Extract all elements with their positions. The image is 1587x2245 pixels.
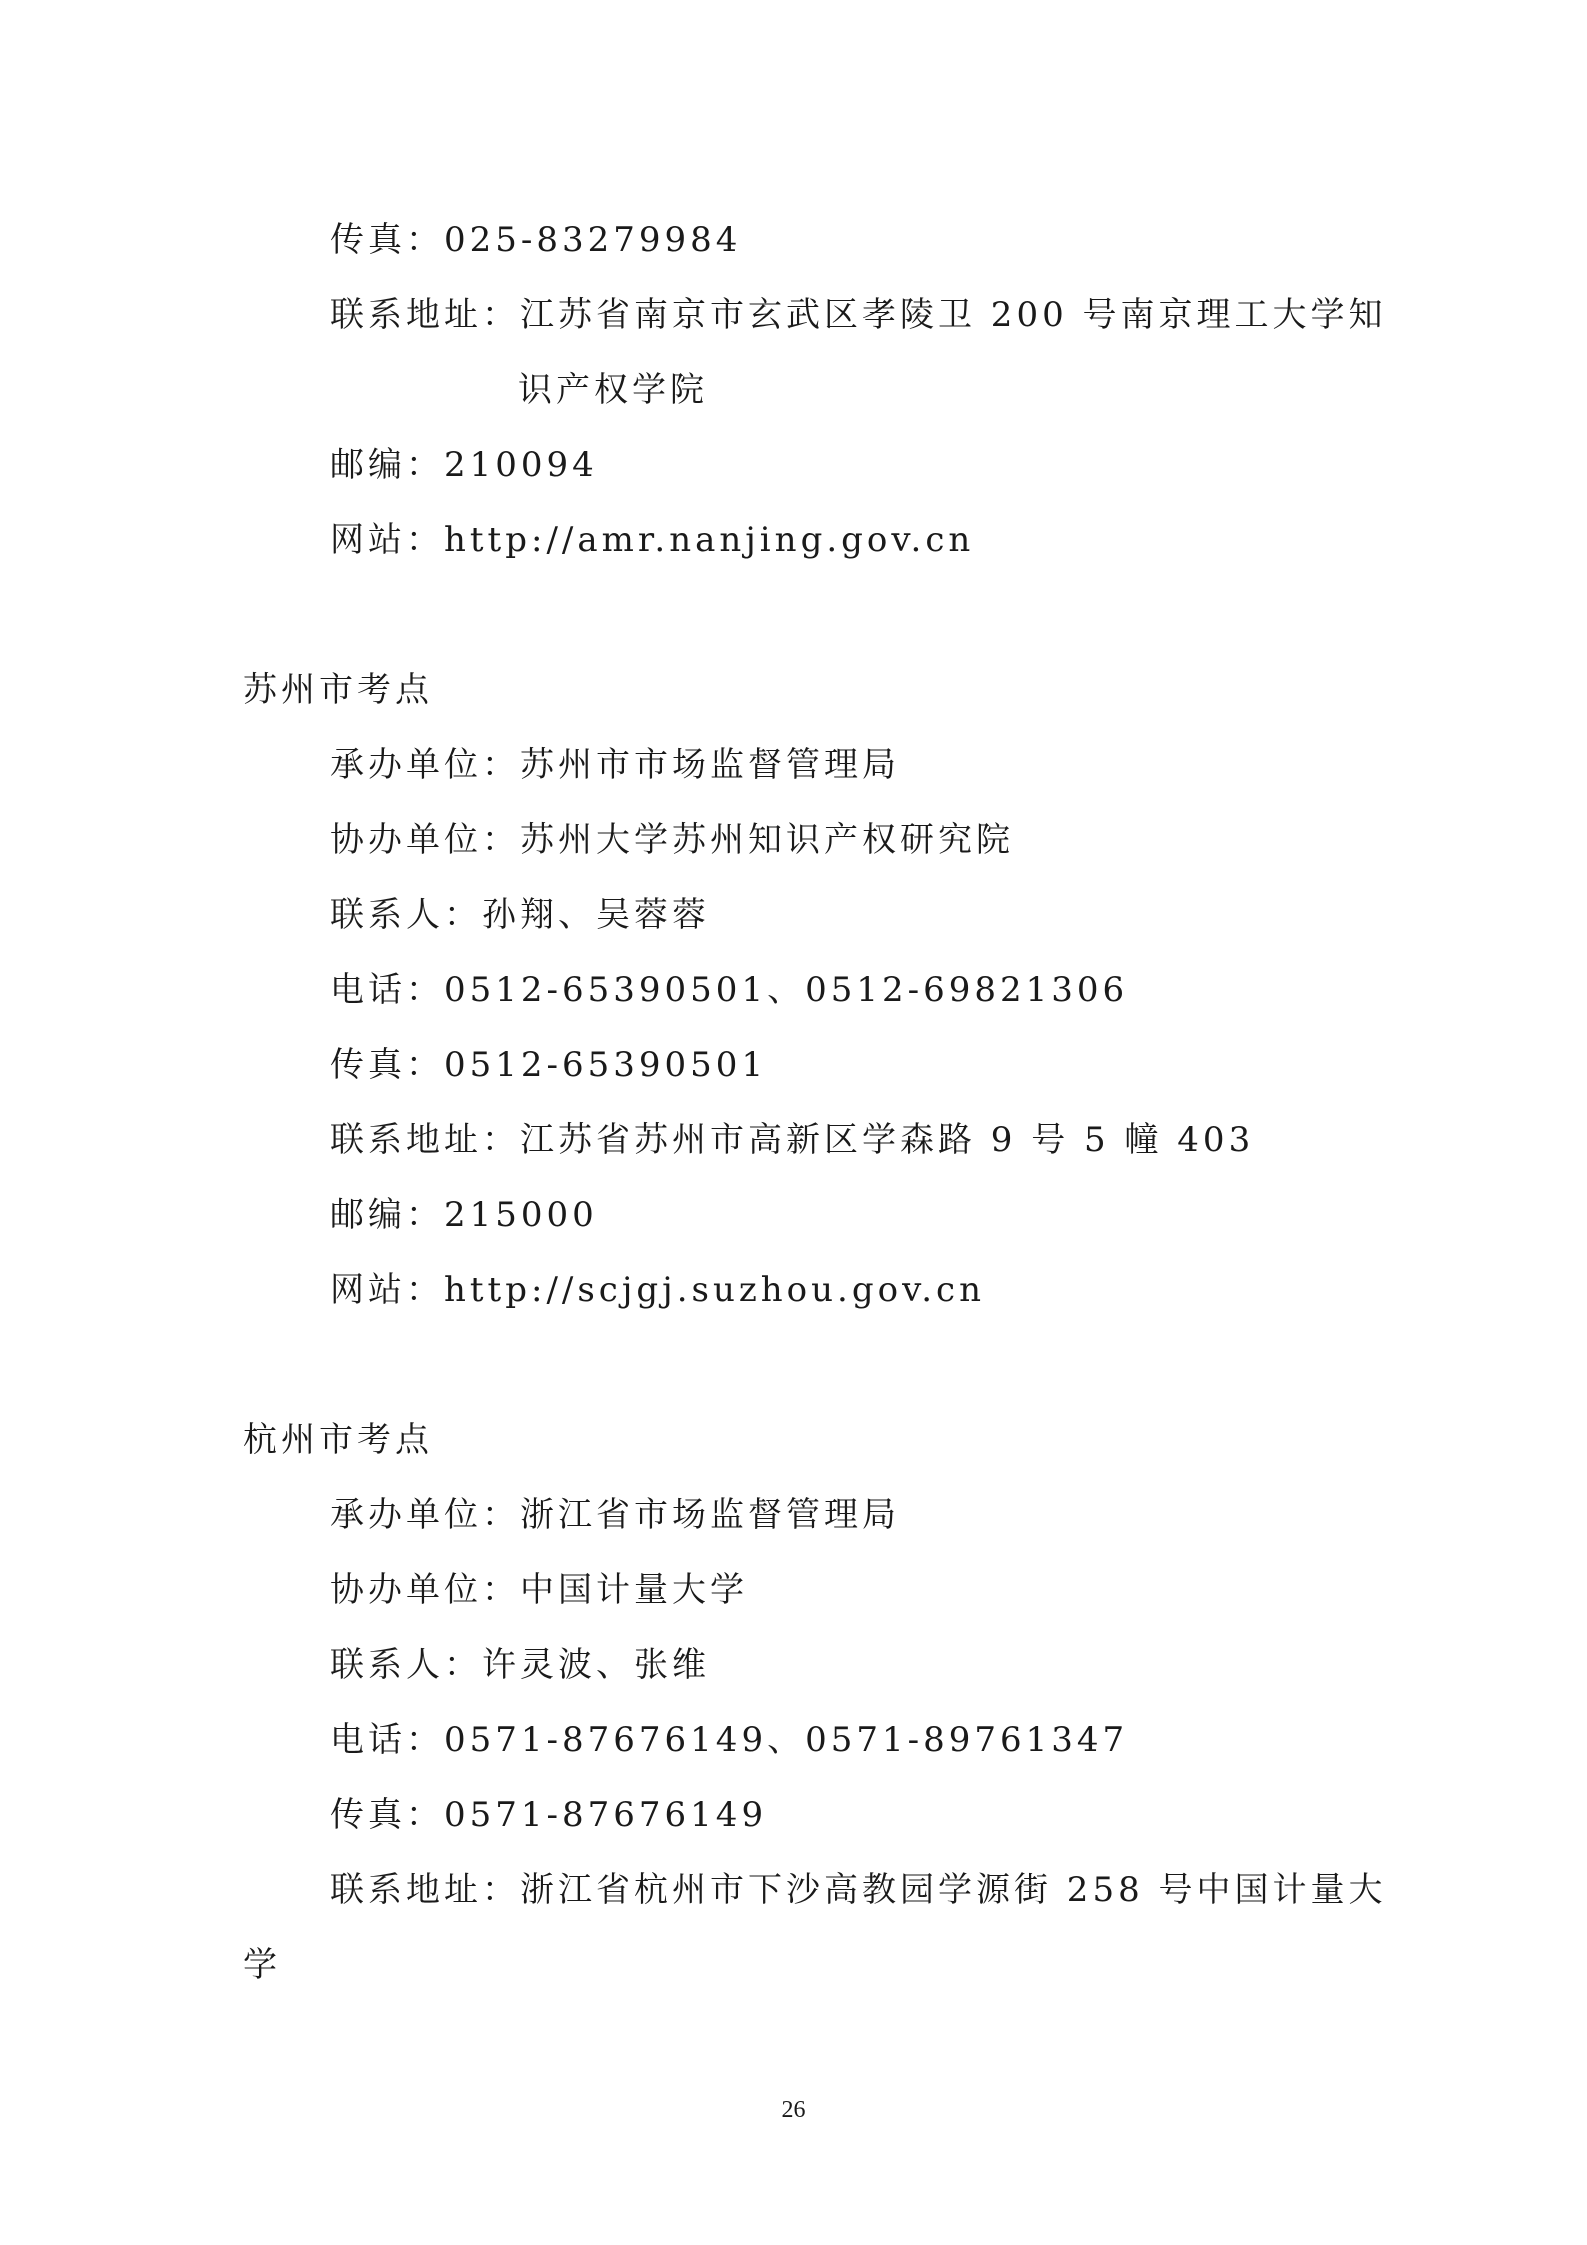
suzhou-address: 联系地址：江苏省苏州市高新区学森路 9 号 5 幢 403 <box>330 1120 1255 1160</box>
suzhou-organizer: 承办单位：苏州市市场监督管理局 <box>330 745 900 785</box>
hangzhou-heading: 杭州市考点 <box>243 1420 433 1460</box>
suzhou-fax: 传真：0512-65390501 <box>330 1045 768 1085</box>
page-number: 26 <box>781 2097 806 2123</box>
hangzhou-address-line2: 学 <box>243 1945 281 1985</box>
hangzhou-address-line1: 联系地址：浙江省杭州市下沙高教园学源街 258 号中国计量大 <box>330 1870 1387 1910</box>
nanjing-address-line2: 识产权学院 <box>518 370 708 410</box>
nanjing-address-line1: 联系地址：江苏省南京市玄武区孝陵卫 200 号南京理工大学知 <box>330 295 1387 335</box>
hangzhou-fax: 传真：0571-87676149 <box>330 1795 768 1835</box>
nanjing-fax: 传真：025-83279984 <box>330 220 742 260</box>
suzhou-postcode: 邮编：215000 <box>330 1195 598 1235</box>
hangzhou-contacts: 联系人：许灵波、张维 <box>330 1645 710 1685</box>
hangzhou-organizer: 承办单位：浙江省市场监督管理局 <box>330 1495 900 1535</box>
suzhou-website: 网站：http://scjgj.suzhou.gov.cn <box>330 1270 985 1310</box>
suzhou-contacts: 联系人：孙翔、吴蓉蓉 <box>330 895 710 935</box>
suzhou-phone: 电话：0512-65390501、0512-69821306 <box>330 970 1129 1010</box>
hangzhou-phone: 电话：0571-87676149、0571-89761347 <box>330 1720 1129 1760</box>
nanjing-website: 网站：http://amr.nanjing.gov.cn <box>330 520 975 560</box>
nanjing-postcode: 邮编：210094 <box>330 445 598 485</box>
suzhou-heading: 苏州市考点 <box>243 670 433 710</box>
suzhou-co-organizer: 协办单位：苏州大学苏州知识产权研究院 <box>330 820 1014 860</box>
hangzhou-co-organizer: 协办单位：中国计量大学 <box>330 1570 748 1610</box>
